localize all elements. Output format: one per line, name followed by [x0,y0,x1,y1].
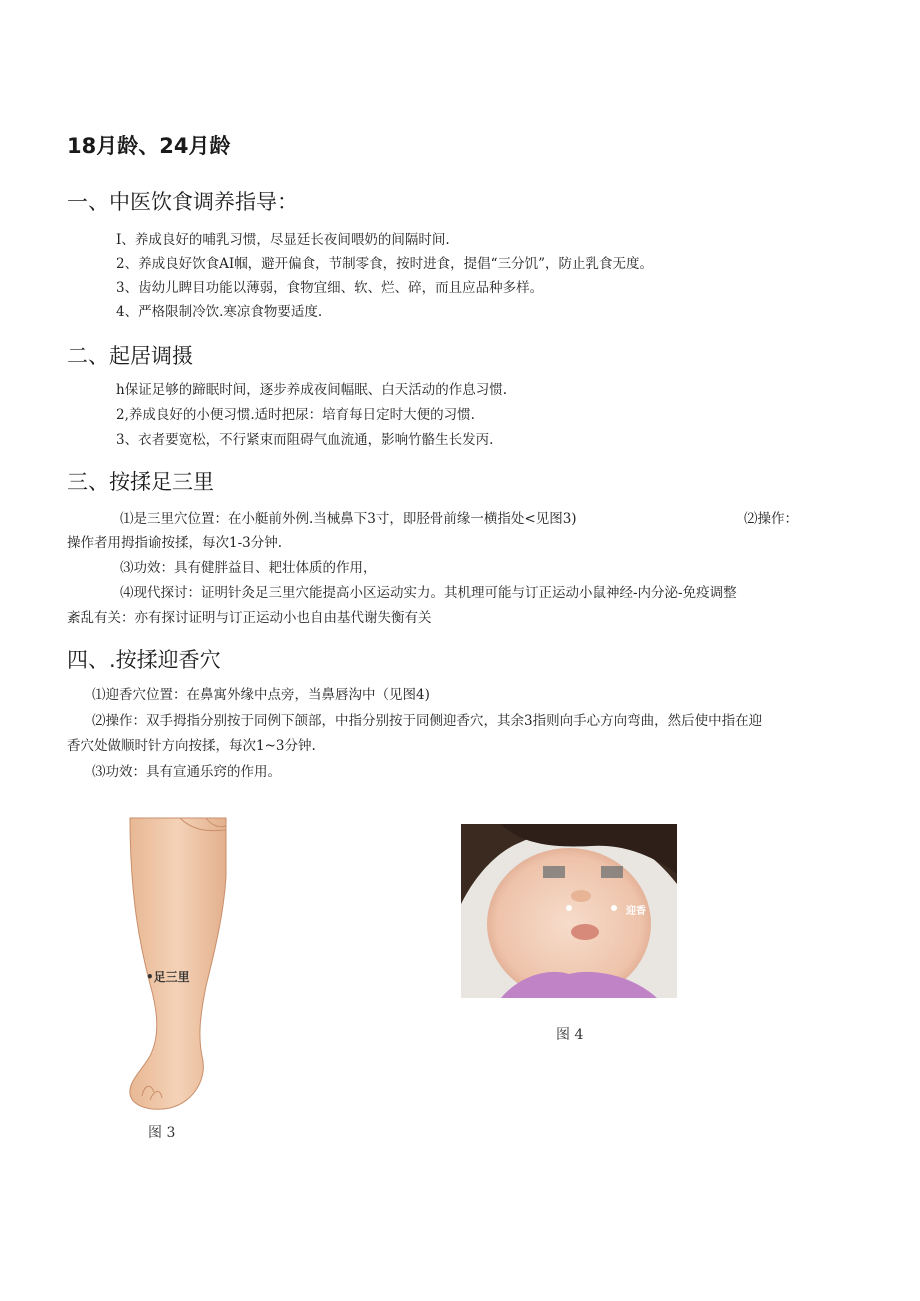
section2-item-1: h保证足够的蹄眠时间，逐步养成夜间幅眠、白天活动的作息习惯. [116,382,507,398]
section1-item-2: 2、养成良好饮食AI帼，避开偏食，节制零食，按时进食，提倡“三分饥”，防止乳食无度。 [116,256,653,272]
fig3-acupoint-label: •足三里 [146,970,190,984]
section4-heading: 四、.按揉迎香穴 [67,648,221,672]
section3-para-1: ⑴是三里穴位置：在小艇前外例.当械鼻下3寸，即胫骨前缘一横指处<见图3) [120,511,577,527]
section1-item-3: 3、齿幼儿睥目功能以薄弱，食物宜细、软、烂、碎，而且应品种多样。 [116,280,544,296]
fig3-caption: 图 3 [148,1125,176,1141]
section2-item-3: 3、衣者要宽松，不行紧束而阻碍气血流通，影响竹骼生长发丙. [116,432,494,448]
section3-para-4b: 紊乱有关：亦有探讨证明与订正运动小也自由基代谢失衡有关 [67,610,432,626]
section3-heading: 三、按揉足三里 [67,470,214,494]
section4-para-2a: ⑵操作：双手拇指分别按于同例下颌部，中指分别按于同侧迎香穴，其余3指则向手心方向弯曲，然后使中指在迎 [92,713,763,729]
section3-para-4a: ⑷现代探讨：证明针灸足三里穴能提高小区运动实力。其机理可能与订正运动小鼠神经-内分泌-免疫调整 [120,585,737,601]
section1-item-1: I、养成良好的哺乳习惯，尽显廷长夜间喂奶的间隔时间. [116,232,450,248]
section4-para-1: ⑴迎香穴位置：在鼻寓外缘中点旁，当鼻唇沟中（见图4) [92,687,430,703]
section3-para-2: 操作者用拇指谕按揉，每次1-3分钟. [67,535,283,551]
section3-para-3: ⑶功效：具有健胖益目、耙壮体质的作用， [120,560,377,576]
section4-para-3: ⑶功效：具有宣通乐窍的作用。 [92,764,281,780]
section2-heading: 二、起居调摄 [67,344,193,368]
section1-heading: 一、中医饮食调养指导： [67,190,298,214]
section3-para-1b: ⑵操作： [744,511,798,527]
section2-item-2: 2,养成良好的小便习惯.适时把尿：培育每日定时大便的习惯. [116,407,475,423]
fig4-acupoint-label: 迎香 [626,906,646,917]
page-title: 18月龄、24月龄 [67,134,231,158]
section1-item-4: 4、严格限制冷饮.寒凉食物要适度. [116,304,323,320]
fig4-caption: 图 4 [556,1027,584,1043]
leg-illustration [120,816,232,1116]
section4-para-2b: 香穴处做顺时针方向按揉，每次1~3分钟. [67,738,316,754]
